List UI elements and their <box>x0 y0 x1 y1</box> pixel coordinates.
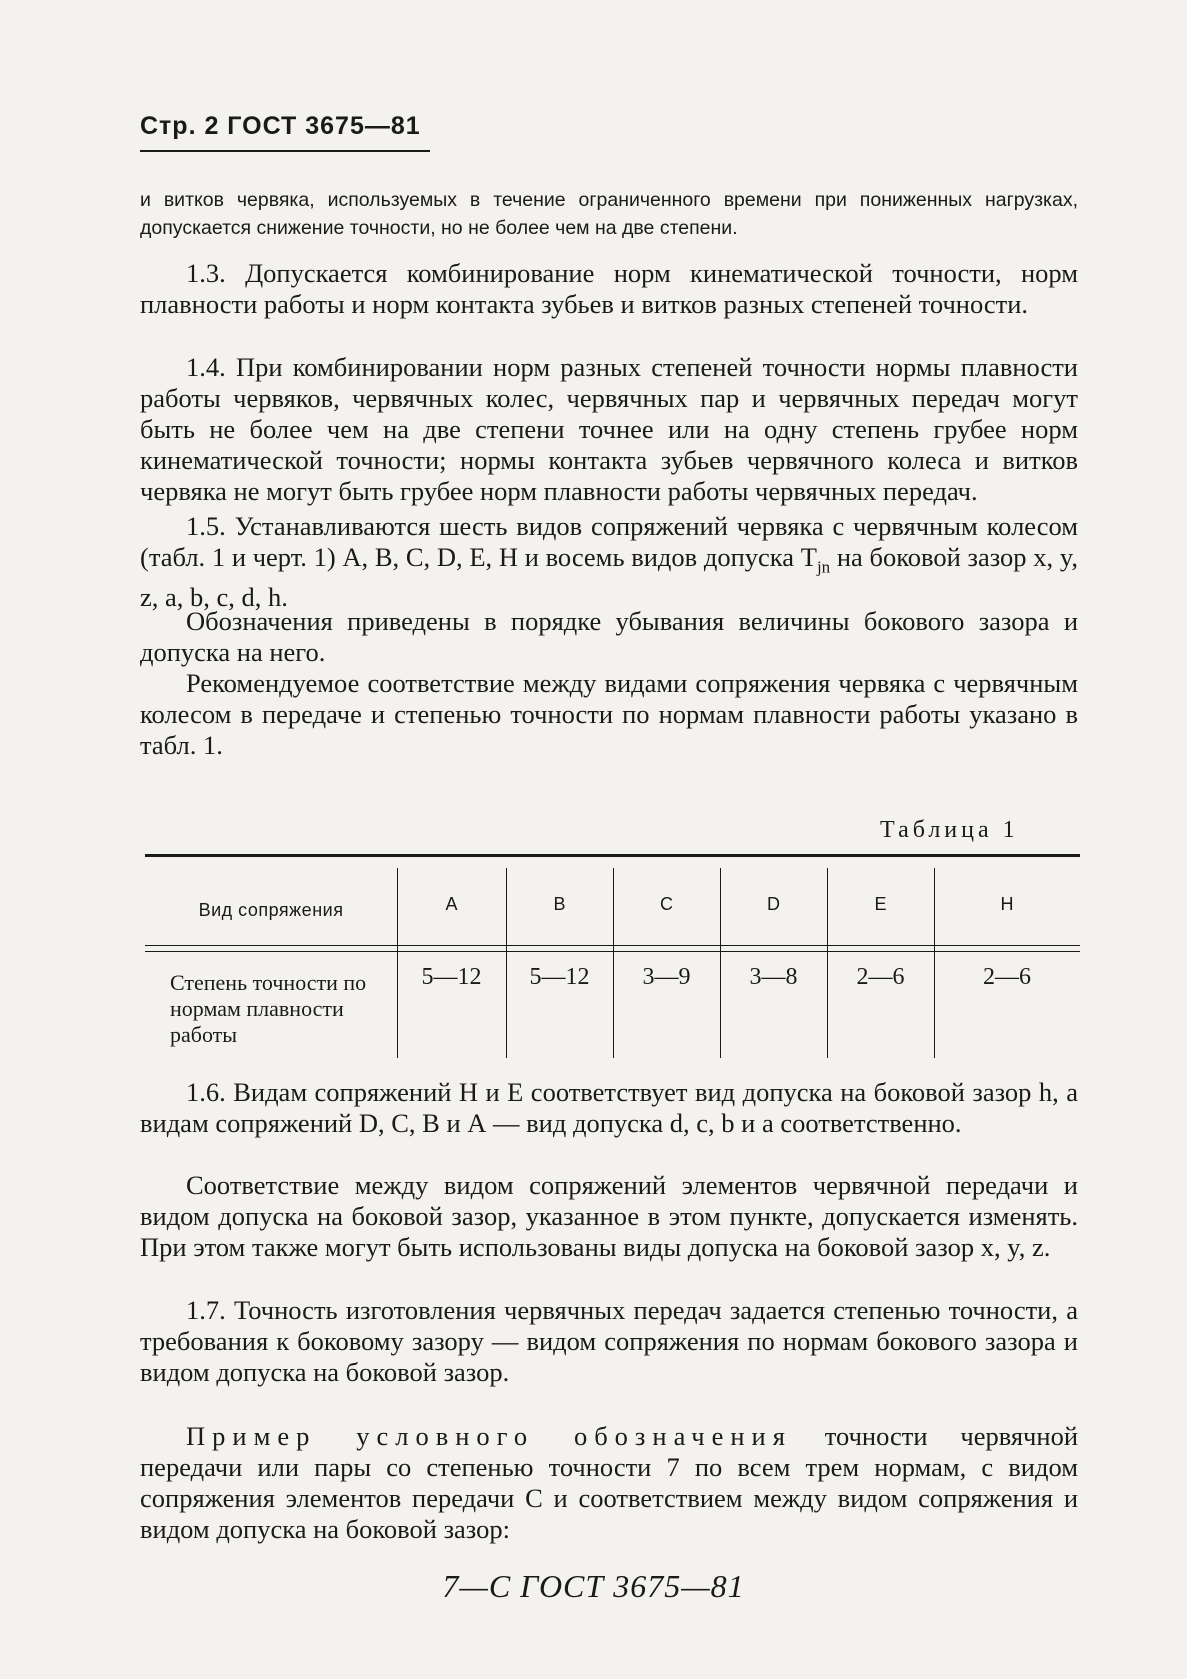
table-1 <box>145 854 1080 1058</box>
paragraph-correspondence: Соответствие между видом сопряжений элементов червячной передачи и видом допуска на боковой зазор, указанное в этом пункте, допускается изменять. При этом также могут быть использованы виды допуска на боковой зазор x, y, z. <box>140 1170 1078 1262</box>
example-text: точности червячной передачи или пары со степенью точности 7 по всем трем нормам, с видом сопряжения элементов передачи С и соответствием между видом сопряжения и видом допуска на боковой зазор: <box>140 1421 1078 1544</box>
paragraph-1-6: 1.6. Видам сопряжений Н и Е соответствует вид допуска на боковой зазор h, а видам сопряжений D, С, В и А — вид допуска d, с, b и а соответственно. <box>140 1077 1078 1138</box>
paragraph-1-3: 1.3. Допускается комбинирование норм кинематической точности, норм плавности работы и норм контакта зубьев и витков разных степеней точности. <box>140 258 1078 319</box>
paragraph-designations: Обозначения приведены в порядке убывания величины бокового зазора и допуска на него. <box>140 606 1078 667</box>
header-rule <box>140 150 430 152</box>
table-header-cell: С <box>660 894 673 914</box>
table-header-cell: А <box>445 894 458 914</box>
table-cell: 3—9 <box>642 964 691 990</box>
table-cell: 2—6 <box>856 964 905 990</box>
example-heading: Пример условного обозначения <box>186 1421 792 1451</box>
table-header-cell: В <box>553 894 566 914</box>
table-cell: 3—8 <box>749 964 798 990</box>
tolerance-subscript: jn <box>816 557 831 577</box>
paragraph-continuation: и витков червяка, используемых в течение ограниченного времени при пониженных нагрузках, допускается снижение точности, но не более чем на две степени. <box>140 189 1078 239</box>
paragraph-recommended: Рекомендуемое соответствие между видами сопряжения червяка с червячным колесом в передаче и степенью точности по нормам плавности работы указано в табл. 1. <box>140 668 1078 760</box>
page-header: Стр. 2 ГОСТ 3675—81 <box>140 112 421 140</box>
paragraph-1-5-text: 1.5. Устанавливаются шесть видов сопряжений червяка с червячным колесом (табл. 1 и черт. 1) А, В, С, D, Е, Н и восемь видов допуска T <box>140 511 1078 572</box>
paragraph-1-5 <box>140 511 1078 613</box>
table-header-cell: Е <box>874 894 887 914</box>
table-cell: 2—6 <box>983 964 1031 990</box>
table-cell: 5—12 <box>421 964 482 990</box>
table-header-label: Вид сопряжения <box>198 900 344 920</box>
designation-formula: 7—С ГОСТ 3675—81 <box>442 1568 745 1604</box>
table-header-cell: D <box>767 894 780 914</box>
table-cell: 5—12 <box>529 964 590 990</box>
table-header-cell: Н <box>1000 894 1014 914</box>
table-caption: Таблица 1 <box>880 817 1019 843</box>
table-top-rule <box>145 854 1080 857</box>
paragraph-example <box>140 1421 1078 1545</box>
paragraph-1-4: 1.4. При комбинировании норм разных степеней точности нормы плавности работы червяков, червячных колес, червячных пар и червячных передач могут быть не более чем на две степени точнее или на одну степень грубее норм кинематической точности; нормы контакта зубьев червячного колеса и витков червяка не могут быть грубее норм плавности работы червячных передач. <box>140 352 1078 506</box>
paragraph-1-7: 1.7. Точность изготовления червячных передач задается степенью точности, а требования к боковому зазору — видом сопряжения по нормам бокового зазора и видом допуска на боковой зазор. <box>140 1295 1078 1387</box>
table-row-label: Степень точности по нормам плавности работы <box>170 970 367 1047</box>
paragraph-1-5-tail: на боковой зазор x, y, z, a, b, c, d, h. <box>140 542 1078 613</box>
